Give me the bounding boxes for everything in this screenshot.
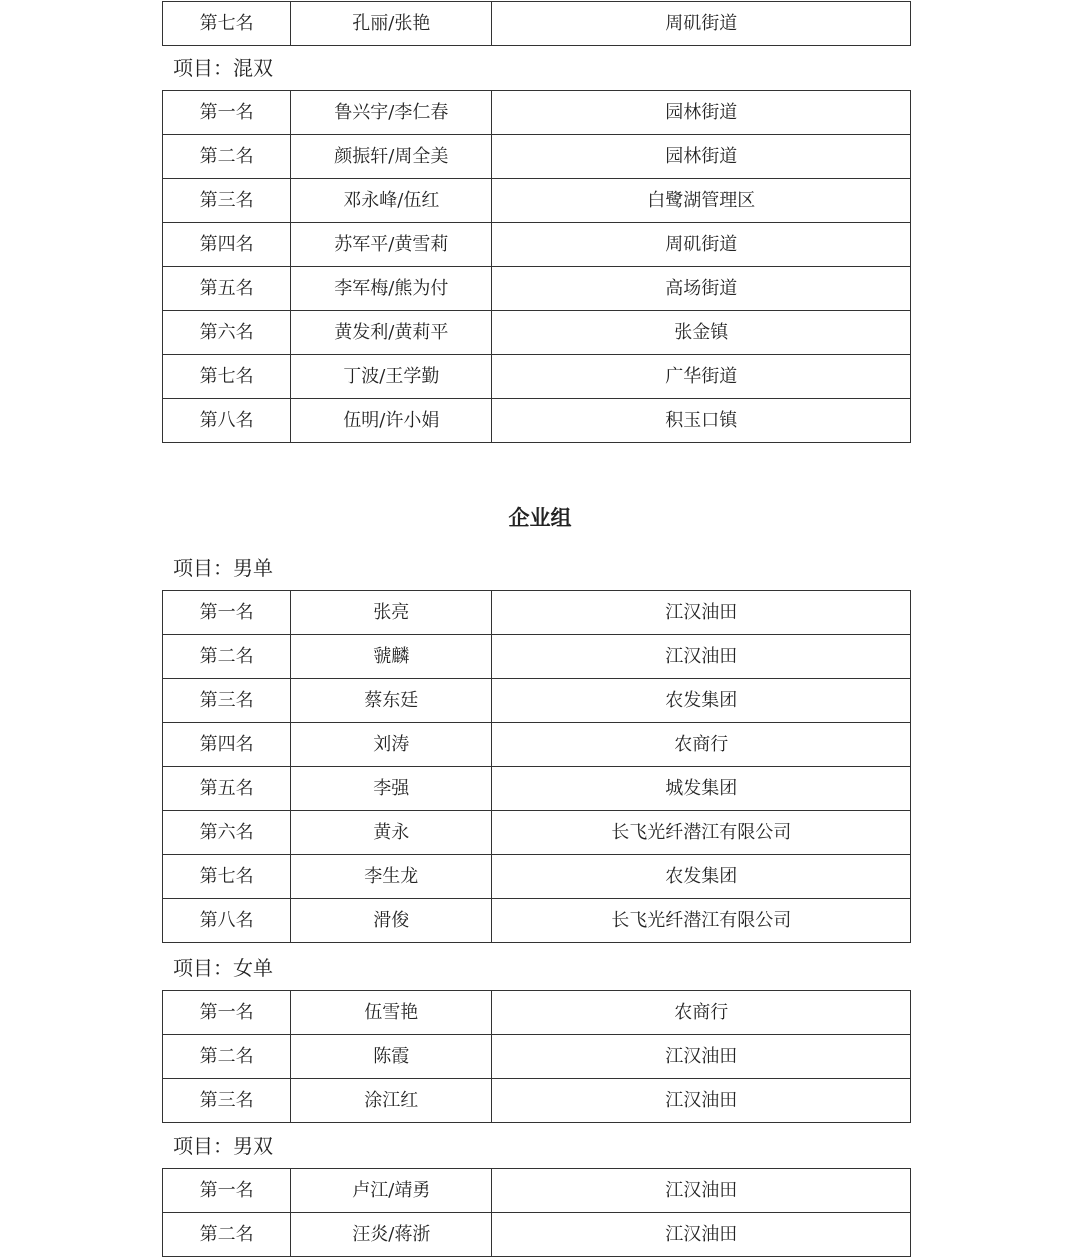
table-row [163,311,911,355]
table-row [163,399,911,443]
player-cell: 李军梅/熊为付 [291,267,492,311]
player-cell: 伍雪艳 [291,991,492,1035]
unit-cell: 广华街道 [492,355,911,399]
rank-cell: 第七名 [163,855,291,899]
unit-cell: 江汉油田 [492,591,911,635]
rank-cell: 第一名 [163,591,291,635]
unit-cell: 周矶街道 [492,223,911,267]
group-title: 企业组 [508,505,572,530]
player-cell: 刘涛 [291,723,492,767]
player-cell: 伍明/许小娟 [291,399,492,443]
event-label-mens-doubles: 项目：男双 [173,1134,273,1158]
rank-cell: 第二名 [163,1213,291,1257]
player-cell: 苏军平/黄雪莉 [291,223,492,267]
table-row [163,179,911,223]
unit-cell: 张金镇 [492,311,911,355]
unit-cell: 江汉油田 [492,1213,911,1257]
rank-cell: 第三名 [163,179,291,223]
rank-cell: 第六名 [163,811,291,855]
table-row [163,855,911,899]
player-cell: 黄永 [291,811,492,855]
rank-cell: 第一名 [163,91,291,135]
table-row [163,1169,911,1213]
player-cell: 李生龙 [291,855,492,899]
table-row [163,635,911,679]
table-row [163,355,911,399]
rank-cell: 第五名 [163,767,291,811]
rank-cell: 第二名 [163,635,291,679]
rank-cell: 第四名 [163,223,291,267]
player-cell: 汪炎/蒋浙 [291,1213,492,1257]
unit-cell: 积玉口镇 [492,399,911,443]
player-cell: 虢麟 [291,635,492,679]
table-row [163,591,911,635]
table-row [163,1079,911,1123]
unit-cell: 江汉油田 [492,1169,911,1213]
unit-cell: 长飞光纤潜江有限公司 [492,811,911,855]
table-row [163,2,911,46]
player-cell: 邓永峰/伍红 [291,179,492,223]
player-cell: 丁波/王学勤 [291,355,492,399]
player-cell: 滑俊 [291,899,492,943]
event-label-mens-singles: 项目：男单 [173,556,273,580]
table-row [163,723,911,767]
table-row [163,223,911,267]
unit-cell: 长飞光纤潜江有限公司 [492,899,911,943]
table-row [163,811,911,855]
rank-cell: 第三名 [163,679,291,723]
rank-cell: 第七名 [163,355,291,399]
unit-cell: 白鹭湖管理区 [492,179,911,223]
rank-cell: 第一名 [163,991,291,1035]
results-table-womens-singles [162,990,911,1123]
event-label-mixed-doubles: 项目：混双 [173,56,273,80]
player-cell: 孔丽/张艳 [291,2,492,46]
results-table-mens-singles [162,590,911,943]
player-cell: 李强 [291,767,492,811]
unit-cell: 江汉油田 [492,1079,911,1123]
results-table-top [162,1,911,46]
rank-cell: 第二名 [163,135,291,179]
rank-cell: 第八名 [163,399,291,443]
table-row [163,899,911,943]
unit-cell: 农商行 [492,723,911,767]
unit-cell: 江汉油田 [492,635,911,679]
unit-cell: 高场街道 [492,267,911,311]
player-cell: 涂江红 [291,1079,492,1123]
table-row [163,767,911,811]
player-cell: 张亮 [291,591,492,635]
player-cell: 陈霞 [291,1035,492,1079]
rank-cell: 第四名 [163,723,291,767]
event-label-womens-singles: 项目：女单 [173,956,273,980]
rank-cell: 第二名 [163,1035,291,1079]
unit-cell: 江汉油田 [492,1035,911,1079]
results-table-mens-doubles [162,1168,911,1257]
rank-cell: 第八名 [163,899,291,943]
player-cell: 黄发利/黄莉平 [291,311,492,355]
rank-cell: 第七名 [163,2,291,46]
rank-cell: 第三名 [163,1079,291,1123]
unit-cell: 园林街道 [492,135,911,179]
unit-cell: 农发集团 [492,679,911,723]
unit-cell: 园林街道 [492,91,911,135]
unit-cell: 农商行 [492,991,911,1035]
table-row [163,679,911,723]
unit-cell: 城发集团 [492,767,911,811]
rank-cell: 第五名 [163,267,291,311]
table-row [163,267,911,311]
results-table-mixed-doubles [162,90,911,443]
table-row [163,135,911,179]
player-cell: 鲁兴宇/李仁春 [291,91,492,135]
table-row [163,991,911,1035]
rank-cell: 第六名 [163,311,291,355]
table-row [163,1213,911,1257]
player-cell: 颜振轩/周全美 [291,135,492,179]
unit-cell: 周矶街道 [492,2,911,46]
rank-cell: 第一名 [163,1169,291,1213]
table-row [163,1035,911,1079]
player-cell: 卢江/靖勇 [291,1169,492,1213]
unit-cell: 农发集团 [492,855,911,899]
player-cell: 蔡东廷 [291,679,492,723]
table-row [163,91,911,135]
